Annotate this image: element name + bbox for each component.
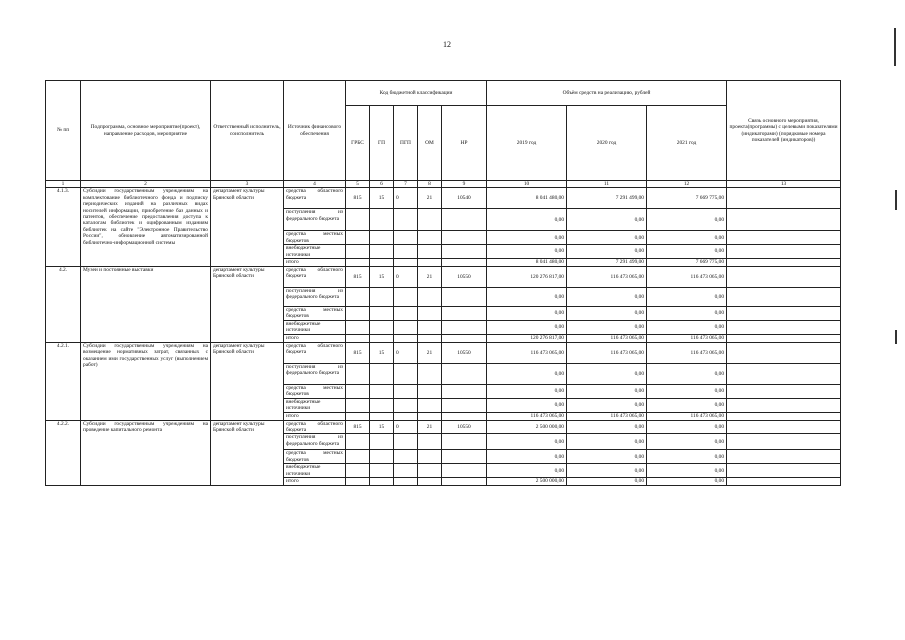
header-2020: 2020 год [567,106,647,181]
row-executor: департамент культуры Брянской области [211,188,284,267]
row-name: Субсидии государственным учреждениям на возмещение нормативных затрат, связанных с оказанием ими государственных услуг (выполнением работ) [81,343,211,421]
cell-y2019: 0,00 [487,434,567,450]
cell-y2019: 120 276 817,00 [487,335,567,343]
budget-table [45,80,841,486]
cell-link [727,259,841,267]
row-executor: департамент культуры Брянской области [211,420,284,485]
cell-pgp [394,209,418,231]
cell-pgp: 0 [394,188,418,209]
header-budget-code: Код бюджетной классификации [346,81,487,106]
cell-np [442,245,487,259]
cell-y2021: 0,00 [647,398,727,412]
cell-link [727,231,841,245]
column-number: 13 [727,181,841,188]
column-number: 12 [647,181,727,188]
cell-gp: 15 [370,267,394,288]
cell-y2021: 0,00 [647,420,727,434]
cell-y2020: 0,00 [567,385,647,399]
cell-gp [370,245,394,259]
cell-y2020: 0,00 [567,434,647,450]
cell-y2019: 2 500 000,00 [487,420,567,434]
header-name: Подпрограмма, основное мероприятие(проект), направление расходов, мероприятие [81,81,211,181]
cell-y2020: 0,00 [567,288,647,307]
cell-np: 10550 [442,420,487,434]
cell-y2019: 8 041 480,00 [487,188,567,209]
column-number: 8 [418,181,442,188]
cell-grbs [346,307,370,321]
cell-pgp [394,364,418,385]
cell-y2021: 116 473 065,00 [647,412,727,420]
cell-y2021: 0,00 [647,288,727,307]
cell-y2020: 0,00 [567,420,647,434]
cell-y2020: 7 291 499,00 [567,188,647,209]
cell-y2019: 0,00 [487,209,567,231]
cell-om [418,450,442,464]
cell-y2020: 0,00 [567,209,647,231]
cell-link [727,478,841,485]
cell-gp [370,335,394,343]
cell-grbs [346,231,370,245]
cell-np: 10550 [442,343,487,364]
header-grbs: ГРБС [346,106,370,181]
cell-grbs: 815 [346,343,370,364]
cell-y2020: 116 473 065,00 [567,335,647,343]
row-source: средства местных бюджетов [284,307,346,321]
row-name: Субсидии государственным учреждениям на комплектование библиотечного фонда и подписку периодических изданий на различных видах носителей информации, приобретение баз данных и патентов, обеспечение предоставления доступа к каталогам библиотек и оцифрованным изданиям библиотек на сайте "Электронное Правительство России", обновление автоматизированной библиотечно-информационной системы [81,188,211,267]
cell-grbs: 815 [346,420,370,434]
row-source: средства местных бюджетов [284,385,346,399]
cell-om: 21 [418,420,442,434]
row-source: средства местных бюджетов [284,231,346,245]
header-pgp: ПГП [394,106,418,181]
cell-gp: 15 [370,343,394,364]
row-name: Музеи и постоянные выставки [81,267,211,343]
cell-link [727,209,841,231]
cell-y2021: 0,00 [647,209,727,231]
column-number: 7 [394,181,418,188]
cell-y2019: 0,00 [487,398,567,412]
cell-np [442,364,487,385]
row-source: средства областного бюджета [284,267,346,288]
cell-pgp [394,231,418,245]
cell-y2019: 120 276 817,00 [487,267,567,288]
cell-gp [370,464,394,478]
cell-np [442,412,487,420]
table-row [46,188,841,209]
row-source: средства областного бюджета [284,343,346,364]
cell-link [727,288,841,307]
column-number-row [46,181,841,188]
cell-pgp [394,478,418,485]
row-source: средства областного бюджета [284,420,346,434]
cell-link [727,385,841,399]
cell-y2019: 8 041 480,00 [487,259,567,267]
header-source: Источник финансового обеспечения [284,81,346,181]
cell-y2019: 0,00 [487,450,567,464]
cell-grbs: 815 [346,188,370,209]
cell-link [727,364,841,385]
cell-y2021: 116 473 065,00 [647,343,727,364]
cell-gp [370,259,394,267]
cell-np: 10540 [442,188,487,209]
cell-grbs [346,434,370,450]
row-source: внебюджетные источники [284,321,346,335]
cell-grbs [346,450,370,464]
cell-pgp [394,450,418,464]
cell-y2021: 116 473 065,00 [647,267,727,288]
cell-grbs [346,259,370,267]
cell-grbs: 815 [346,267,370,288]
row-num: 4.2. [46,267,81,343]
cell-y2021: 0,00 [647,307,727,321]
cell-om: 21 [418,343,442,364]
column-number: 4 [284,181,346,188]
row-source: итого [284,412,346,420]
cell-gp [370,321,394,335]
cell-pgp: 0 [394,267,418,288]
cell-gp [370,288,394,307]
cell-y2020: 0,00 [567,245,647,259]
row-num: 4.1.3. [46,188,81,267]
header-gp: ГП [370,106,394,181]
column-number: 2 [81,181,211,188]
table-body [46,188,841,485]
cell-np [442,231,487,245]
cell-pgp [394,464,418,478]
scan-edge-mark [895,190,897,210]
cell-pgp [394,307,418,321]
cell-pgp: 0 [394,420,418,434]
row-source: итого [284,478,346,485]
cell-grbs [346,209,370,231]
cell-y2020: 0,00 [567,364,647,385]
cell-y2019: 0,00 [487,288,567,307]
cell-gp [370,307,394,321]
cell-gp: 15 [370,188,394,209]
row-num: 4.2.2. [46,420,81,485]
cell-gp [370,385,394,399]
column-number: 11 [567,181,647,188]
cell-pgp [394,385,418,399]
cell-y2020: 0,00 [567,398,647,412]
cell-y2019: 0,00 [487,307,567,321]
cell-np [442,321,487,335]
cell-grbs [346,385,370,399]
cell-grbs [346,321,370,335]
cell-grbs [346,464,370,478]
cell-om: 21 [418,267,442,288]
cell-om [418,321,442,335]
cell-link [727,188,841,209]
cell-link [727,335,841,343]
cell-y2019: 0,00 [487,231,567,245]
header-num: № пп [46,81,81,181]
cell-pgp: 0 [394,343,418,364]
cell-om [418,364,442,385]
row-source: средства местных бюджетов [284,450,346,464]
cell-link [727,398,841,412]
row-source: средства областного бюджета [284,188,346,209]
cell-np [442,434,487,450]
cell-link [727,412,841,420]
table-row [46,267,841,288]
row-source: итого [284,335,346,343]
cell-om: 21 [418,188,442,209]
row-source: итого [284,259,346,267]
cell-grbs [346,245,370,259]
cell-pgp [394,321,418,335]
cell-np [442,385,487,399]
scan-edge-mark [895,330,897,344]
table-row [46,343,841,364]
cell-gp [370,478,394,485]
cell-y2021: 7 669 775,00 [647,259,727,267]
header-2021: 2021 год [647,106,727,181]
cell-link [727,321,841,335]
column-number: 9 [442,181,487,188]
cell-grbs [346,398,370,412]
cell-np [442,288,487,307]
row-source: поступления из федерального бюджета [284,288,346,307]
cell-link [727,464,841,478]
cell-om [418,231,442,245]
row-source: внебюджетные источники [284,398,346,412]
cell-y2021: 0,00 [647,464,727,478]
table-header [46,81,841,188]
cell-y2020: 7 291 499,00 [567,259,647,267]
cell-grbs [346,288,370,307]
row-source: поступления из федерального бюджета [284,434,346,450]
row-executor: департамент культуры Брянской области [211,343,284,421]
cell-y2019: 2 500 000,00 [487,478,567,485]
cell-om [418,385,442,399]
cell-np [442,464,487,478]
cell-y2020: 0,00 [567,478,647,485]
cell-y2020: 116 473 065,00 [567,343,647,364]
cell-gp [370,231,394,245]
cell-np [442,335,487,343]
cell-y2019: 0,00 [487,245,567,259]
cell-y2021: 0,00 [647,478,727,485]
scan-edge-mark [894,28,896,66]
cell-np [442,478,487,485]
cell-om [418,412,442,420]
cell-y2020: 0,00 [567,307,647,321]
row-source: поступления из федерального бюджета [284,364,346,385]
cell-np: 10550 [442,267,487,288]
cell-y2020: 0,00 [567,321,647,335]
cell-y2021: 0,00 [647,385,727,399]
cell-y2019: 116 473 065,00 [487,412,567,420]
row-source: внебюджетные источники [284,245,346,259]
cell-grbs [346,412,370,420]
cell-y2019: 0,00 [487,385,567,399]
cell-gp [370,398,394,412]
cell-gp [370,450,394,464]
cell-y2021: 0,00 [647,364,727,385]
cell-gp [370,209,394,231]
header-executor: Ответственный исполнитель, соисполнитель [211,81,284,181]
cell-link [727,245,841,259]
header-2019: 2019 год [487,106,567,181]
cell-np [442,307,487,321]
column-number: 1 [46,181,81,188]
cell-om [418,398,442,412]
cell-pgp [394,412,418,420]
cell-pgp [394,335,418,343]
cell-om [418,259,442,267]
cell-om [418,335,442,343]
cell-link [727,450,841,464]
header-volume: Объём средств на реализацию, рублей [487,81,727,106]
cell-y2019: 116 473 065,00 [487,343,567,364]
cell-np [442,259,487,267]
cell-om [418,434,442,450]
cell-grbs [346,335,370,343]
cell-y2020: 0,00 [567,231,647,245]
cell-link [727,307,841,321]
cell-y2020: 116 473 065,00 [567,412,647,420]
header-np: НР [442,106,487,181]
cell-pgp [394,245,418,259]
cell-np [442,450,487,464]
row-executor: департамент культуры Брянской области [211,267,284,343]
cell-gp: 15 [370,420,394,434]
cell-y2019: 0,00 [487,464,567,478]
row-name: Субсидии государственным учреждениям на проведение капитального ремонта [81,420,211,485]
cell-y2021: 0,00 [647,450,727,464]
cell-link [727,343,841,364]
cell-np [442,398,487,412]
row-num: 4.2.1. [46,343,81,421]
cell-gp [370,412,394,420]
cell-om [418,288,442,307]
cell-om [418,245,442,259]
cell-om [418,209,442,231]
cell-om [418,307,442,321]
cell-gp [370,364,394,385]
cell-y2021: 7 669 775,00 [647,188,727,209]
cell-y2020: 0,00 [567,450,647,464]
cell-y2021: 0,00 [647,245,727,259]
column-number: 10 [487,181,567,188]
cell-om [418,478,442,485]
cell-link [727,267,841,288]
cell-pgp [394,434,418,450]
header-om: ОМ [418,106,442,181]
cell-link [727,420,841,434]
column-number: 6 [370,181,394,188]
column-number: 5 [346,181,370,188]
cell-y2021: 0,00 [647,434,727,450]
cell-pgp [394,259,418,267]
cell-y2019: 0,00 [487,321,567,335]
cell-np [442,209,487,231]
row-source: поступления из федерального бюджета [284,209,346,231]
cell-om [418,464,442,478]
page-number: 12 [443,40,451,49]
cell-gp [370,434,394,450]
header-link: Связь основного мероприятия, проекта(программы) с целевыми показателями (индикаторами) (порядковые номера показателей (индикаторов)) [727,81,841,181]
cell-y2020: 0,00 [567,464,647,478]
cell-grbs [346,478,370,485]
cell-y2020: 116 473 065,00 [567,267,647,288]
column-number: 3 [211,181,284,188]
cell-y2021: 0,00 [647,321,727,335]
row-source: внебюджетные источники [284,464,346,478]
cell-y2019: 0,00 [487,364,567,385]
cell-y2021: 116 473 065,00 [647,335,727,343]
table-row [46,420,841,434]
cell-y2021: 0,00 [647,231,727,245]
cell-pgp [394,398,418,412]
cell-grbs [346,364,370,385]
cell-pgp [394,288,418,307]
cell-link [727,434,841,450]
